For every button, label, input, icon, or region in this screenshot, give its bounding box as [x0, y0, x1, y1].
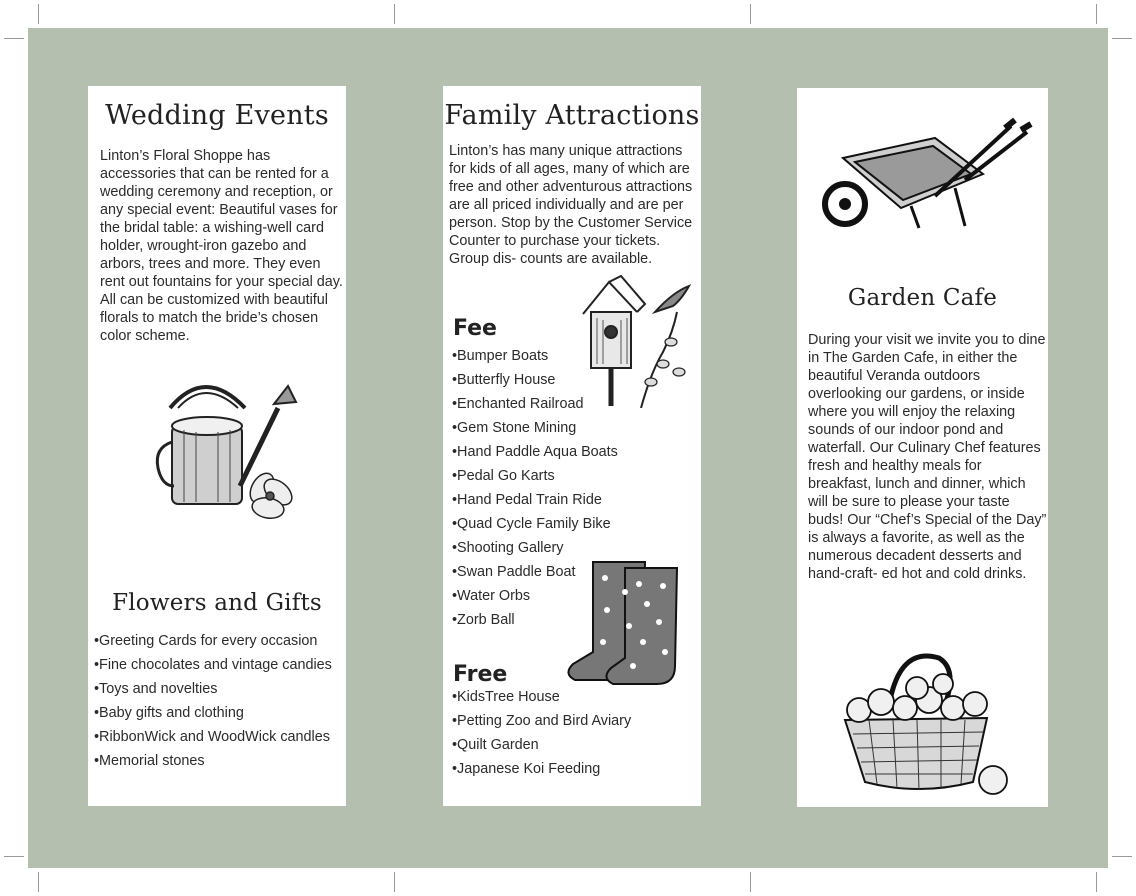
crop-mark	[750, 4, 751, 24]
crop-mark	[38, 872, 39, 892]
cafe-body: During your visit we invite you to dine in The Garden Cafe, in either the beautiful Veranda outdoors overlooking our gardens, or inside where you will enjoy the relaxing sounds of our indoor pond and waterfall. Our Culinary Chef features fresh and healthy meals for breakfast, lunch and dinner, which will be sure to please your taste buds! Our “Chef’s Special of the Day” is always a favorite, as well as the numerous decadent desserts and hand-craft- ed hot and cold drinks.	[808, 332, 1047, 582]
crop-mark	[1112, 38, 1132, 39]
crop-mark	[394, 872, 395, 892]
flowers-list	[94, 629, 332, 773]
list-item: • Greeting Cards for every occasion	[94, 629, 332, 653]
list-item: • Memorial stones	[94, 749, 332, 773]
list-item: • Swan Paddle Boat	[452, 560, 618, 584]
panel-cafe	[797, 88, 1048, 807]
list-item: • Butterfly House	[452, 368, 618, 392]
list-item: • Zorb Ball	[452, 608, 618, 632]
rain-boots-illustration	[563, 556, 683, 688]
list-item: • Fine chocolates and vintage candies	[94, 653, 332, 677]
family-body: Linton’s has many unique attractions for kids of all ages, many of which are free and other adventurous attractions are all priced individually and are per person. Stop by the Customer Service Counter to purchase your tickets. Group dis- counts are available.	[449, 143, 693, 267]
fee-heading: Fee	[453, 316, 497, 341]
free-heading: Free	[453, 662, 508, 687]
list-item: • Gem Stone Mining	[452, 416, 618, 440]
wheelbarrow-illustration	[815, 110, 1035, 240]
crop-mark	[1096, 4, 1097, 24]
list-item: • Enchanted Railroad	[452, 392, 618, 416]
watering-can-illustration	[150, 368, 300, 528]
crop-mark	[4, 38, 24, 39]
panel-wedding	[88, 86, 346, 806]
list-item: • Hand Paddle Aqua Boats	[452, 440, 618, 464]
flowers-title: Flowers and Gifts	[112, 590, 322, 616]
crop-mark	[394, 4, 395, 24]
list-item: • Quad Cycle Family Bike	[452, 512, 618, 536]
crop-mark	[750, 872, 751, 892]
list-item: • Japanese Koi Feeding	[452, 757, 631, 781]
cafe-title: Garden Cafe	[847, 285, 998, 311]
free-list	[452, 685, 631, 781]
panel-family	[443, 86, 701, 806]
list-item: • Pedal Go Karts	[452, 464, 618, 488]
list-item: • Toys and novelties	[94, 677, 332, 701]
crop-mark	[4, 856, 24, 857]
crop-mark	[1112, 856, 1132, 857]
wedding-title: Wedding Events	[105, 100, 329, 131]
crop-mark	[38, 4, 39, 24]
list-item: • Water Orbs	[452, 584, 618, 608]
list-item: • Bumper Boats	[452, 344, 618, 368]
list-item: • RibbonWick and WoodWick candles	[94, 725, 332, 749]
list-item: • Shooting Gallery	[452, 536, 618, 560]
crop-mark	[1096, 872, 1097, 892]
list-item: • Baby gifts and clothing	[94, 701, 332, 725]
apple-basket-illustration	[839, 650, 1011, 806]
family-title: Family Attractions	[444, 100, 700, 131]
wedding-body: Linton’s Floral Shoppe has accessories that can be rented for a wedding ceremony and reception, or any special event: Beautiful vases for the bridal table: a wishing-well card holder, wrought-iron gazebo and arbors, trees and more. They even rent out fountains for your special day. All can be customized with beautiful florals to match the bride’s chosen color scheme.	[100, 148, 343, 344]
list-item: • Quilt Garden	[452, 733, 631, 757]
list-item: • Hand Pedal Train Ride	[452, 488, 618, 512]
list-item: • Petting Zoo and Bird Aviary	[452, 709, 631, 733]
list-item: • KidsTree House	[452, 685, 631, 709]
